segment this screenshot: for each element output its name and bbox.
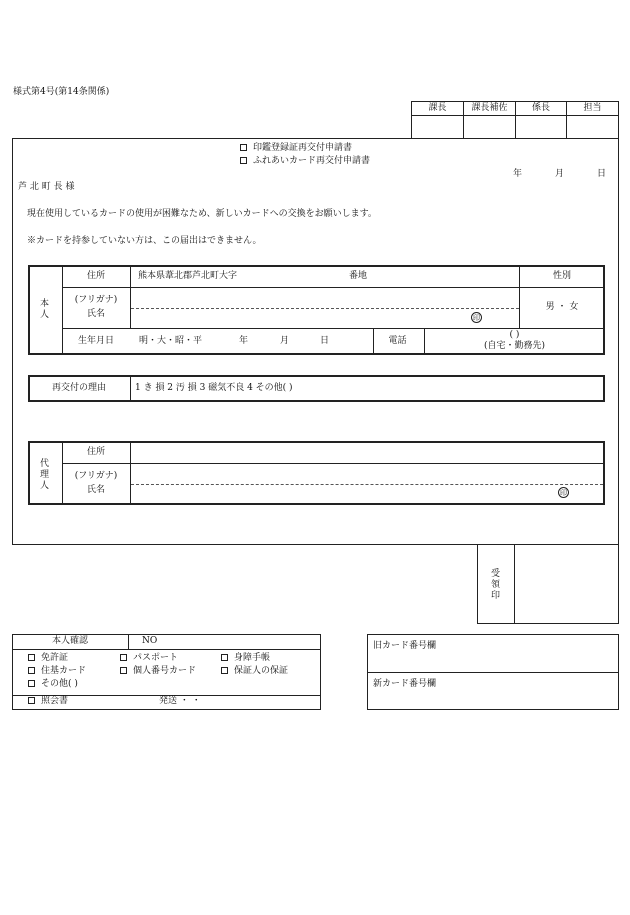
addressee: 芦 北 町 長 様 [18, 182, 75, 192]
checkbox-icon [120, 667, 127, 674]
date-day-label: 日 [597, 169, 607, 179]
gender-options[interactable]: 男 ・ 女 [545, 302, 579, 312]
new-card-number-label: 新カード番号欄 [373, 679, 437, 689]
note-text: ※カードを持参していない方は、この届出はできません。 [27, 236, 262, 246]
gender-label: 性別 [552, 271, 571, 281]
birth-year-label: 年 [239, 336, 249, 346]
form-number: 様式第4号(第14条関係) [13, 87, 110, 97]
stamp-header-kakaricho: 係長 [531, 103, 550, 113]
doc-passport[interactable]: パスポート [120, 654, 178, 663]
applicant-address-value[interactable]: 熊本県葦北郡芦北町大字 [138, 271, 238, 281]
birth-day-label: 日 [320, 336, 330, 346]
applicant-name-label: 氏名 [86, 309, 105, 319]
checkbox-icon [240, 157, 247, 164]
old-card-number-label: 旧カード番号欄 [373, 641, 437, 651]
reason-label: 再交付の理由 [51, 383, 106, 393]
stamp-header-kacho: 課長 [428, 103, 447, 113]
doc-other[interactable]: その他( ) [28, 680, 78, 689]
date-month-label: 月 [555, 169, 565, 179]
phone-type[interactable]: (自宅・勤務先) [483, 341, 546, 351]
agent-section-label: 代理人 [38, 458, 48, 491]
stamp-header-kacho-hosa: 課長補佐 [471, 103, 508, 113]
identity-no-label[interactable]: NO [142, 636, 158, 646]
stamp-header-tanto: 担当 [583, 103, 602, 113]
applicant-section-label: 本人 [38, 298, 48, 320]
reason-options[interactable]: 1 き 損 2 汚 損 3 磁気不良 4 その他( ) [135, 383, 293, 393]
birthdate-label: 生年月日 [77, 336, 114, 346]
request-text: 現在使用しているカードの使用が困難なため、新しいカードへの交換をお願いします。 [27, 209, 377, 219]
inquiry-letter[interactable]: 照会書 [28, 697, 68, 706]
doc-juki-card[interactable]: 住基カード [28, 667, 86, 676]
sent-date[interactable]: 発送 ・ ・ [159, 696, 201, 706]
phone-label: 電話 [388, 336, 407, 346]
title-option-inkan[interactable]: 印鑑登録証再交付申請書 [240, 144, 352, 153]
title-option-fureai[interactable]: ふれあいカード再交付申請書 [240, 157, 370, 166]
applicant-banchi-label: 番地 [349, 271, 368, 281]
checkbox-icon [28, 697, 35, 704]
checkbox-icon [240, 144, 247, 151]
doc-guarantor[interactable]: 保証人の保証 [221, 667, 288, 676]
receipt-seal-label: 受領印 [489, 568, 499, 601]
agent-address-label: 住所 [86, 447, 105, 457]
checkbox-icon [221, 667, 228, 674]
checkbox-icon [28, 667, 35, 674]
checkbox-icon [28, 654, 35, 661]
approval-stamp-table [411, 101, 619, 139]
doc-my-number-card[interactable]: 個人番号カード [120, 667, 196, 676]
agent-name-label: 氏名 [86, 485, 105, 495]
date-year-label: 年 [513, 169, 523, 179]
applicant-address-label: 住所 [86, 271, 105, 281]
era-options[interactable]: 明・大・昭・平 [139, 336, 203, 346]
agent-seal-icon: 印 [560, 489, 567, 497]
birth-month-label: 月 [280, 336, 290, 346]
checkbox-icon [120, 654, 127, 661]
applicant-furigana-label: (フリガナ) [74, 295, 118, 305]
doc-disability-handbook[interactable]: 身障手帳 [221, 654, 270, 663]
phone-paren[interactable]: ( ) [509, 330, 520, 340]
doc-drivers-license[interactable]: 免許証 [28, 654, 68, 663]
checkbox-icon [28, 680, 35, 687]
checkbox-icon [221, 654, 228, 661]
identity-label: 本人確認 [51, 636, 88, 646]
agent-furigana-label: (フリガナ) [74, 471, 118, 481]
applicant-seal-icon: 印 [473, 314, 480, 322]
